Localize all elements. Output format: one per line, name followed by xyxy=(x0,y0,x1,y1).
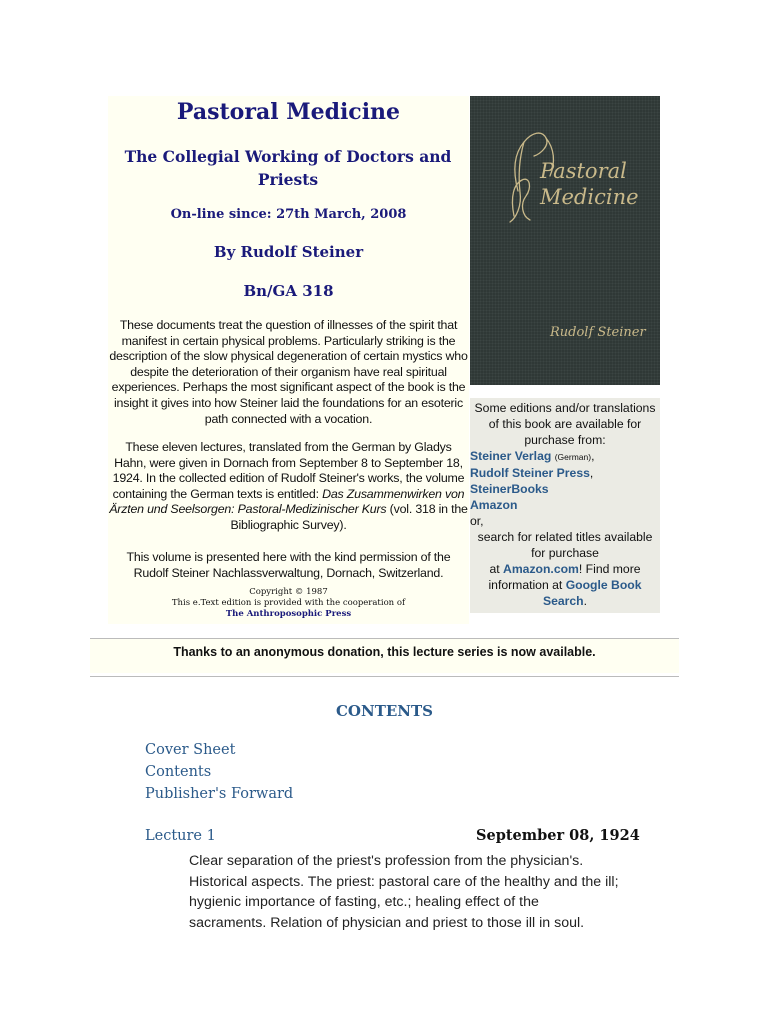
ga-number: Bn/GA 318 xyxy=(243,282,334,300)
author-line: By Rudolf Steiner xyxy=(213,243,364,261)
steiner-verlag-link[interactable]: Steiner Verlag xyxy=(470,449,552,463)
lecture-1-link[interactable]: Lecture 1 xyxy=(145,828,216,844)
cover-title-line: Medicine xyxy=(540,185,639,209)
toc-link-publishers-forward[interactable]: Publisher's Forward xyxy=(145,786,294,802)
purchase-more-info xyxy=(470,561,660,609)
link-note: , xyxy=(589,466,594,480)
search-related-text: search for related titles available for purchase xyxy=(477,530,653,560)
steinerbooks-link[interactable]: SteinerBooks xyxy=(470,482,549,496)
purchase-info xyxy=(470,400,660,609)
amazon-link[interactable]: Amazon xyxy=(470,498,518,512)
page-subtitle: The Collegial Working of Doctors and Priests xyxy=(124,147,452,189)
copyright-block xyxy=(108,587,469,620)
purchase-link-row xyxy=(470,497,660,513)
contents-heading: CONTENTS xyxy=(335,702,434,720)
purchase-link-row: Steiner Verlag (German), xyxy=(470,449,595,463)
description-paragraph-1: These documents treat the question of illnesses of the spirit that manifest in certain physical problems. Particularly striking is the description of the slow physical degeneration of certain mystics who despite the deterioration of their organism have real spiritual experiences. Perhaps the most significant aspect of the book is the insight it gives into how Steiner laid the foundations for an esoteric path connected with a vocation. xyxy=(109,318,468,426)
cover-author: Rudolf Steiner xyxy=(550,325,646,340)
divider xyxy=(90,676,679,677)
or-text: or, xyxy=(470,514,484,528)
purchase-link-row xyxy=(470,481,660,497)
lecture-1-summary: Clear separation of the priest's profession from the physician's. Historical aspects. The priest: pastoral care of the healthy and the ill; hygienic importance of fasting, etc.; healing effect of the sacraments. Relation of physician and priest to those ill in soul. xyxy=(189,853,619,931)
toc-link-contents[interactable]: Contents xyxy=(145,764,212,780)
purchase-intro: Some editions and/or translations of this book are available for purchase from: xyxy=(474,401,656,447)
amazon-com-link[interactable]: Amazon.com xyxy=(503,562,579,576)
cover-title xyxy=(540,158,650,210)
link-note: (German) xyxy=(554,452,592,462)
purchase-link-row xyxy=(470,465,660,481)
toc-link-cover-sheet[interactable]: Cover Sheet xyxy=(145,742,236,758)
copyright-line: Copyright © 1987 xyxy=(249,587,328,597)
lecture-1-date: September 08, 1924 xyxy=(476,827,640,844)
description-paragraph-2 xyxy=(108,440,469,534)
period-text: . xyxy=(583,594,588,608)
page-title: Pastoral Medicine xyxy=(176,99,401,125)
online-since: On-line since: 27th March, 2008 xyxy=(170,207,407,222)
anthroposophic-press-link[interactable]: The Anthroposophic Press xyxy=(225,609,352,619)
at-text: at xyxy=(489,562,504,576)
rudolf-steiner-press-link[interactable]: Rudolf Steiner Press xyxy=(470,466,590,480)
google-book-search-link[interactable]: Google Book Search xyxy=(542,578,642,608)
cover-title-line: Pastoral xyxy=(540,159,627,183)
cooperation-line: This e.Text edition is provided with the cooperation of xyxy=(171,598,406,608)
description-text: (vol. 318 in the Bibliographic Survey). xyxy=(230,502,468,532)
thanks-message: Thanks to an anonymous donation, this lecture series is now available. xyxy=(173,645,596,659)
description-paragraph-3: This volume is presented here with the kind permission of the Rudolf Steiner Nachlassverwaltung, Dornach, Switzerland. xyxy=(126,550,451,580)
german-title: Das Zusammenwirken von Ärzten und Seelsorgen: Pastoral-Medizinischer Kurs xyxy=(109,486,465,517)
find-more-text: ! Find more information at xyxy=(488,562,641,592)
description-text: These eleven lectures, translated from the German by Gladys Hahn, were given in Dornach from September 8 to September 18, 1924. In the collected edition of Rudolf Steiner's works, the volume containing the German texts is entitled: xyxy=(112,440,465,501)
